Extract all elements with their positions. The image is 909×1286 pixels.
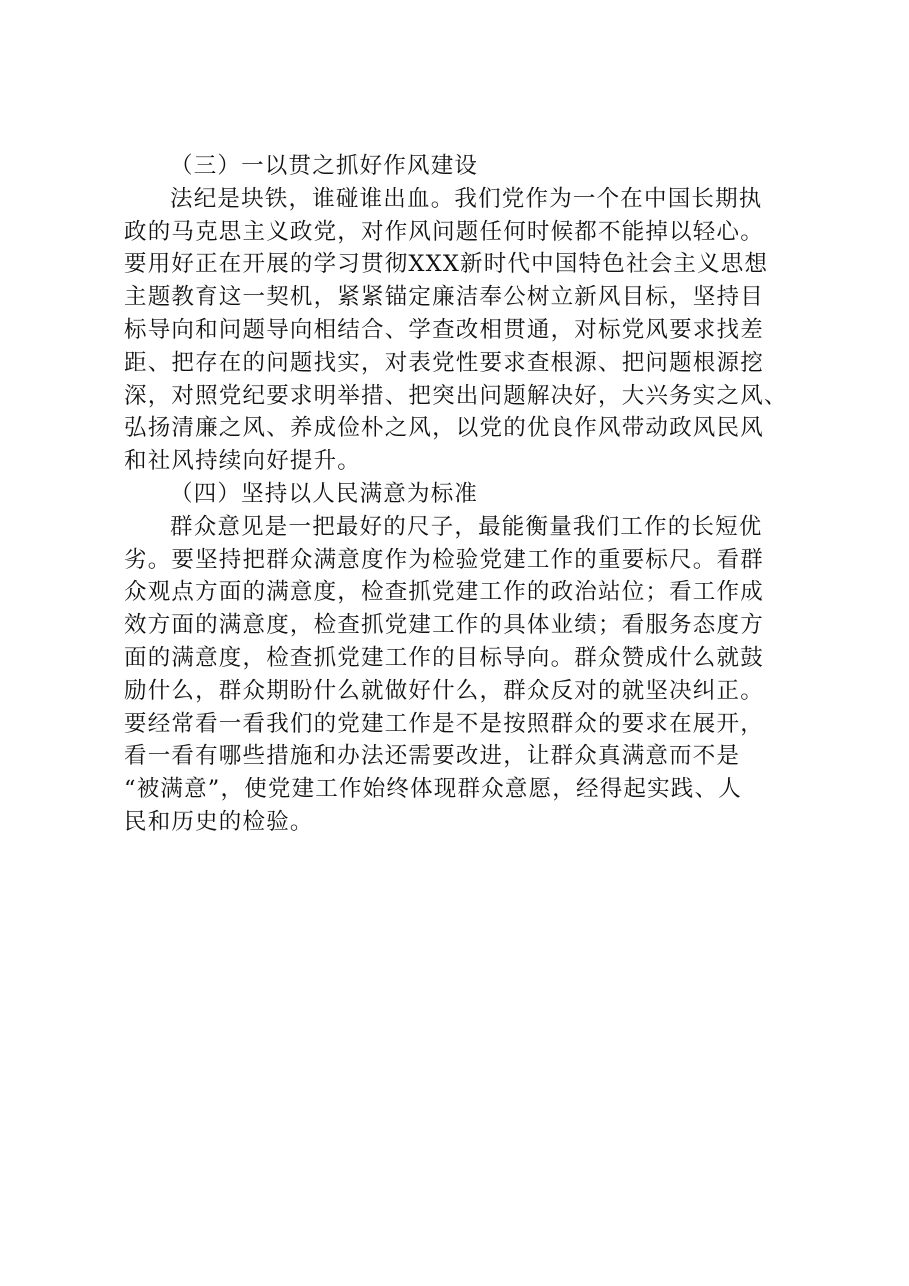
section-four: [124, 478, 814, 839]
section-heading: （三）一以贯之抓好作风建设: [170, 153, 479, 179]
section-three: [124, 150, 814, 478]
paragraph-line: 弘扬清廉之风、养成俭朴之风，以党的优良作风带动政风民风: [124, 415, 764, 442]
paragraph-line: 励什么，群众期盼什么就做好什么，群众反对的就坚决纠正。: [124, 677, 764, 704]
paragraph-line: “被满意”，使党建工作始终体现群众意愿，经得起实践、人: [124, 776, 742, 803]
paragraph-line: 和社风持续向好提升。: [124, 448, 362, 475]
paragraph-line: 法纪是块铁，谁碰谁出血。我们党作为一个在中国长期执: [170, 185, 763, 212]
paragraph-line: 民和历史的检验。: [124, 808, 314, 835]
section-heading: （四）坚持以人民满意为标准: [170, 480, 479, 507]
paragraph-line: 标导向和问题导向相结合、学查改相贯通，对标党风要求找差: [124, 316, 764, 343]
document-body: [124, 150, 814, 839]
paragraph-line: 要经常看一看我们的党建工作是不是按照群众的要求在展开，: [124, 710, 764, 737]
paragraph-line: 要用好正在开展的学习贯彻XXX新时代中国特色社会主义思想: [124, 251, 769, 278]
paragraph-line: 群众意见是一把最好的尺子，最能衡量我们工作的长短优: [170, 513, 763, 540]
paragraph-line: 政的马克思主义政党，对作风问题任何时候都不能掉以轻心。: [124, 218, 764, 245]
paragraph-line: 深，对照党纪要求明举措、把突出问题解决好，大兴务实之风、: [124, 382, 788, 409]
paragraph-line: 面的满意度，检查抓党建工作的目标导向。群众赞成什么就鼓: [124, 644, 764, 671]
paragraph-line: 看一看有哪些措施和办法还需要改进，让群众真满意而不是: [124, 743, 741, 770]
paragraph-line: 距、把存在的问题找实，对表党性要求查根源、把问题根源挖: [124, 349, 764, 376]
paragraph-line: 主题教育这一契机，紧紧锚定廉洁奉公树立新风目标，坚持目: [124, 284, 764, 311]
paragraph-line: 劣。要坚持把群众满意度作为检验党建工作的重要标尺。看群: [124, 546, 764, 573]
paragraph-line: 众观点方面的满意度，检查抓党建工作的政治站位；看工作成: [124, 579, 764, 606]
paragraph-line: 效方面的满意度，检查抓党建工作的具体业绩；看服务态度方: [124, 612, 764, 639]
